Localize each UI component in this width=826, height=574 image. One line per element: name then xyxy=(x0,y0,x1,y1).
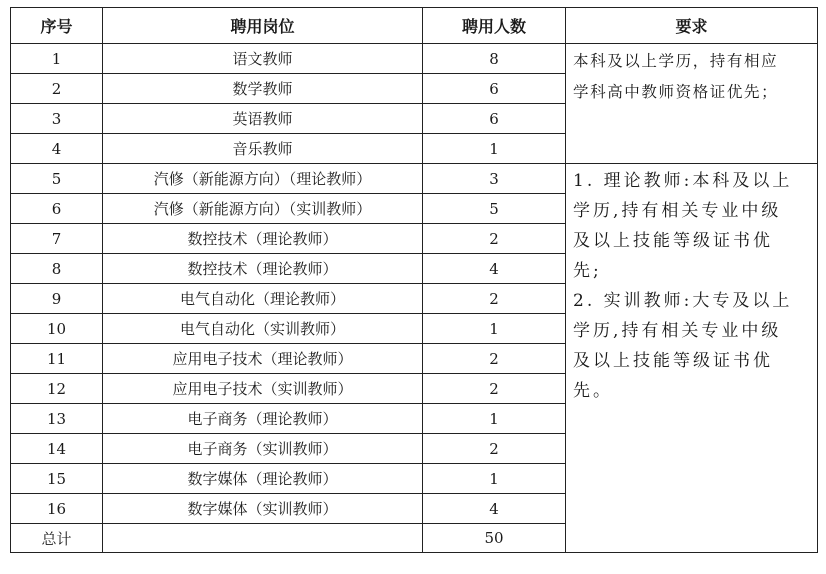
requirement-line: 2. 实训教师:大专及以上 xyxy=(573,291,793,311)
cell-count: 2 xyxy=(423,224,566,254)
cell-position: 应用电子技术（实训教师） xyxy=(103,374,423,404)
cell-count: 1 xyxy=(423,314,566,344)
cell-count: 3 xyxy=(423,164,566,194)
cell-position: 汽修（新能源方向）（实训教师） xyxy=(103,194,423,224)
requirement-line: 1. 理论教师:本科及以上 xyxy=(573,171,793,191)
cell-serial: 2 xyxy=(11,74,103,104)
cell-position: 数学教师 xyxy=(103,74,423,104)
cell-serial: 14 xyxy=(11,434,103,464)
cell-position: 电子商务（实训教师） xyxy=(103,434,423,464)
cell-count: 6 xyxy=(423,74,566,104)
cell-serial: 11 xyxy=(11,344,103,374)
table-row xyxy=(11,164,818,194)
cell-count: 1 xyxy=(423,134,566,164)
table-row xyxy=(11,44,818,74)
cell-count: 1 xyxy=(423,404,566,434)
header-headcount: 聘用人数 xyxy=(423,8,566,44)
requirement-line: 及以上技能等级证书优 xyxy=(573,351,773,371)
requirement-line: 先。 xyxy=(573,381,613,401)
cell-position: 数控技术（理论教师） xyxy=(103,254,423,284)
recruitment-table xyxy=(10,7,818,553)
requirements-cell-general xyxy=(566,44,818,164)
cell-count: 2 xyxy=(423,284,566,314)
cell-serial: 16 xyxy=(11,494,103,524)
cell-position: 电气自动化（理论教师） xyxy=(103,284,423,314)
total-count: 50 xyxy=(423,524,566,553)
cell-count: 4 xyxy=(423,254,566,284)
cell-count: 6 xyxy=(423,104,566,134)
table-header-row xyxy=(11,8,818,44)
cell-position: 数控技术（理论教师） xyxy=(103,224,423,254)
requirement-line: 及以上技能等级证书优 xyxy=(573,231,773,251)
header-position: 聘用岗位 xyxy=(103,8,423,44)
cell-position: 音乐教师 xyxy=(103,134,423,164)
cell-serial: 6 xyxy=(11,194,103,224)
cell-position: 语文教师 xyxy=(103,44,423,74)
cell-serial: 15 xyxy=(11,464,103,494)
requirement-line: 本科及以上学历，持有相应 xyxy=(573,52,779,70)
cell-position: 英语教师 xyxy=(103,104,423,134)
cell-position: 数字媒体（理论教师） xyxy=(103,464,423,494)
cell-position: 电子商务（理论教师） xyxy=(103,404,423,434)
cell-serial: 3 xyxy=(11,104,103,134)
cell-serial: 4 xyxy=(11,134,103,164)
cell-count: 8 xyxy=(423,44,566,74)
cell-position: 数字媒体（实训教师） xyxy=(103,494,423,524)
cell-serial: 7 xyxy=(11,224,103,254)
total-empty-cell xyxy=(103,524,423,553)
cell-serial: 13 xyxy=(11,404,103,434)
cell-position: 电气自动化（实训教师） xyxy=(103,314,423,344)
requirements-cell-vocational xyxy=(566,164,818,553)
cell-count: 4 xyxy=(423,494,566,524)
requirement-line: 学科高中教师资格证优先； xyxy=(573,83,779,101)
total-label: 总计 xyxy=(11,524,103,553)
cell-serial: 10 xyxy=(11,314,103,344)
requirement-line: 先; xyxy=(573,261,602,281)
cell-count: 1 xyxy=(423,464,566,494)
requirement-line: 学历,持有相关专业中级 xyxy=(573,321,782,341)
cell-serial: 1 xyxy=(11,44,103,74)
header-requirements: 要求 xyxy=(566,8,818,44)
cell-serial: 8 xyxy=(11,254,103,284)
cell-serial: 9 xyxy=(11,284,103,314)
cell-position: 应用电子技术（理论教师） xyxy=(103,344,423,374)
cell-count: 2 xyxy=(423,374,566,404)
cell-count: 2 xyxy=(423,344,566,374)
header-serial-number: 序号 xyxy=(11,8,103,44)
cell-serial: 5 xyxy=(11,164,103,194)
cell-count: 5 xyxy=(423,194,566,224)
cell-serial: 12 xyxy=(11,374,103,404)
cell-count: 2 xyxy=(423,434,566,464)
cell-position: 汽修（新能源方向）（理论教师） xyxy=(103,164,423,194)
requirement-line: 学历,持有相关专业中级 xyxy=(573,201,782,221)
